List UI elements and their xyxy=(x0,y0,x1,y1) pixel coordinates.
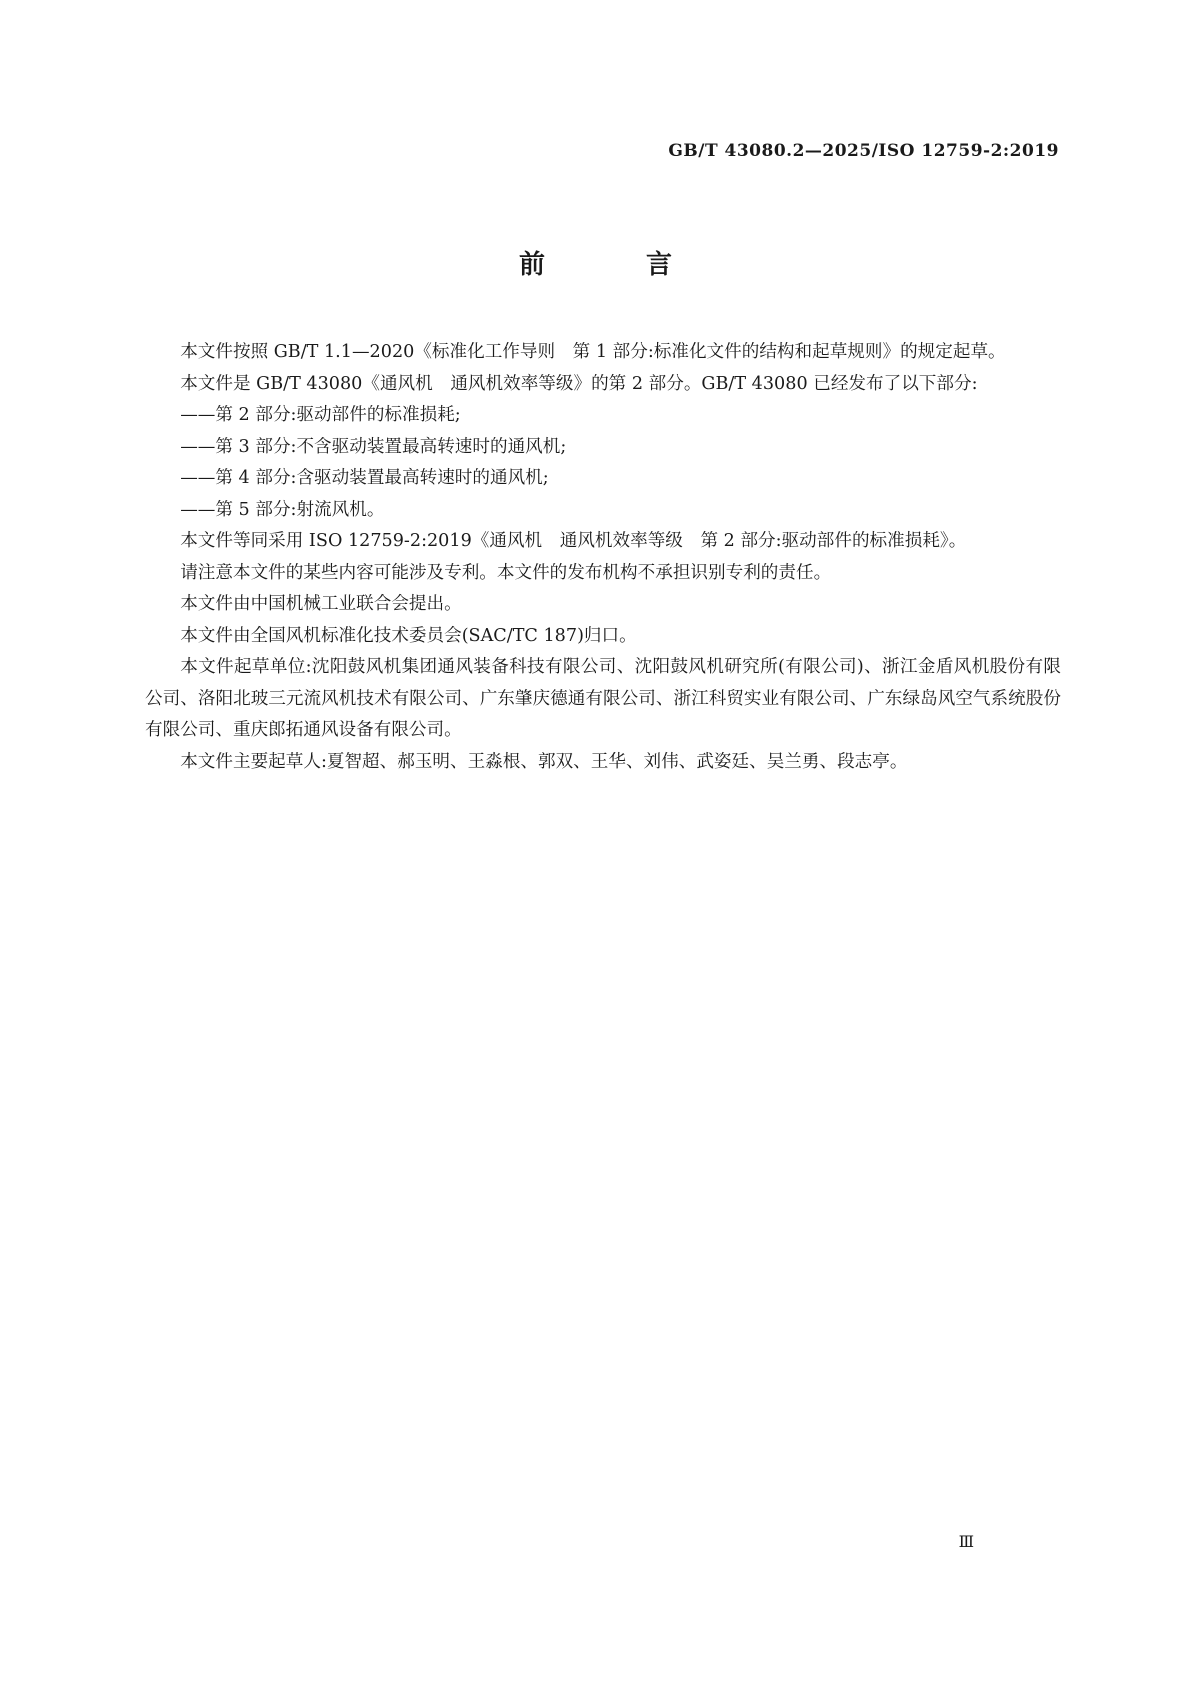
document-code: GB/T 43080.2—2025/ISO 12759-2:2019 xyxy=(668,141,1059,161)
paragraph: 本文件按照 GB/T 1.1—2020《标准化工作导则 第 1 部分:标准化文件的结构和起草规则》的规定起草。 xyxy=(180,342,1006,362)
list-item: ——第 4 部分:含驱动装置最高转速时的通风机; xyxy=(180,468,549,488)
paragraph: 本文件是 GB/T 43080《通风机 通风机效率等级》的第 2 部分。GB/T 43080 已经发布了以下部分: xyxy=(180,373,978,394)
paragraph: 本文件由中国机械工业联合会提出。 xyxy=(180,594,462,614)
paragraph: 本文件等同采用 ISO 12759-2:2019《通风机 通风机效率等级 第 2 部分:驱动部件的标准损耗》。 xyxy=(180,531,967,551)
page-title: 前 言 xyxy=(518,250,719,280)
foreword-body xyxy=(145,337,1061,778)
list-item: ——第 5 部分:射流风机。 xyxy=(180,499,385,520)
list-item: ——第 2 部分:驱动部件的标准损耗; xyxy=(180,405,461,425)
list-item: ——第 3 部分:不含驱动装置最高转速时的通风机; xyxy=(180,436,567,457)
paragraph: 本文件起草单位:沈阳鼓风机集团通风装备科技有限公司、沈阳鼓风机研究所(有限公司)、浙江金盾风机股份有限公司、洛阳北玻三元流风机技术有限公司、广东肇庆德通有限公司、浙江科贸实业有限公司、广东绿岛风空气系统股份有限公司、重庆郎拓通风设备有限公司。 xyxy=(145,657,1061,740)
paragraph: 本文件主要起草人:夏智超、郝玉明、王淼根、郭双、王华、刘伟、武姿廷、吴兰勇、段志亭。 xyxy=(180,751,908,772)
page-number: Ⅲ xyxy=(958,1532,974,1551)
paragraph: 请注意本文件的某些内容可能涉及专利。本文件的发布机构不承担识别专利的责任。 xyxy=(180,562,832,583)
paragraph: 本文件由全国风机标准化技术委员会(SAC/TC 187)归口。 xyxy=(180,625,637,646)
